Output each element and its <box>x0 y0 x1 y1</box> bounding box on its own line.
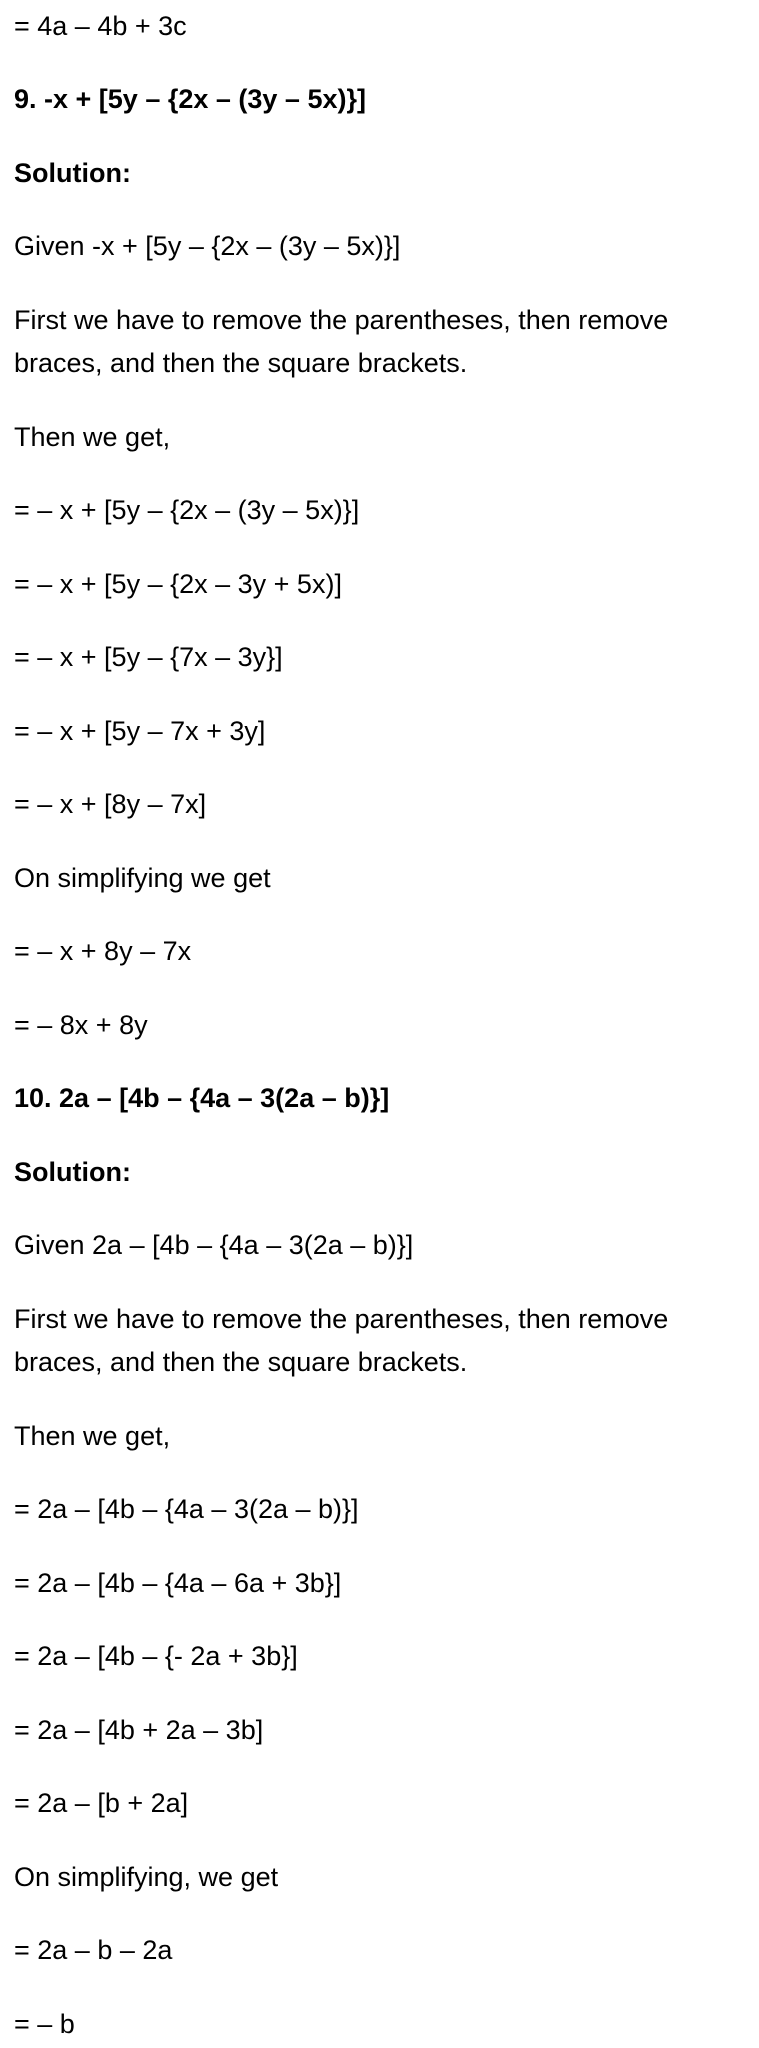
step-line: = – x + [5y – {2x – 3y + 5x)] <box>14 569 342 599</box>
step-line: = 2a – [4b – {- 2a + 3b}] <box>14 1641 298 1671</box>
step-line: = – x + 8y – 7x <box>14 936 192 966</box>
instruction-text-line-1: First we have to remove the parentheses, then remove <box>14 305 669 335</box>
step-line: = 2a – [4b + 2a – 3b] <box>14 1715 264 1745</box>
step-line: = – x + [8y – 7x] <box>14 789 207 819</box>
instruction-text-line-1: First we have to remove the parentheses, then remove <box>14 1304 669 1334</box>
step-line: = – x + [5y – {2x – (3y – 5x)}] <box>14 495 360 525</box>
instruction-text-line-2: braces, and then the square brackets. <box>14 1347 468 1377</box>
solution-label: Solution: <box>14 158 131 188</box>
step-line: = – x + [5y – 7x + 3y] <box>14 716 266 746</box>
answer-line: = – 8x + 8y <box>14 1010 148 1040</box>
step-line: = 2a – [4b – {4a – 6a + 3b}] <box>14 1568 342 1598</box>
question-10-heading: 10. 2a – [4b – {4a – 3(2a – b)}] <box>14 1083 390 1113</box>
solution-label: Solution: <box>14 1157 131 1187</box>
simplifying-text: On simplifying we get <box>14 863 271 893</box>
answer-line: = – b <box>14 2009 75 2039</box>
given-expression: Given 2a – [4b – {4a – 3(2a – b)}] <box>14 1230 414 1260</box>
instruction-text-line-2: braces, and then the square brackets. <box>14 348 468 378</box>
step-line: = – x + [5y – {7x – 3y}] <box>14 642 283 672</box>
question-9-heading: 9. -x + [5y – {2x – (3y – 5x)}] <box>14 84 366 114</box>
result-line: = 4a – 4b + 3c <box>14 11 187 41</box>
step-line: = 2a – [b + 2a] <box>14 1788 189 1818</box>
step-line: = 2a – [4b – {4a – 3(2a – b)}] <box>14 1494 359 1524</box>
step-line: = 2a – b – 2a <box>14 1935 173 1965</box>
then-we-get-text: Then we get, <box>14 422 171 452</box>
simplifying-text: On simplifying, we get <box>14 1862 279 1892</box>
given-expression: Given -x + [5y – {2x – (3y – 5x)}] <box>14 231 401 261</box>
then-we-get-text: Then we get, <box>14 1421 171 1451</box>
